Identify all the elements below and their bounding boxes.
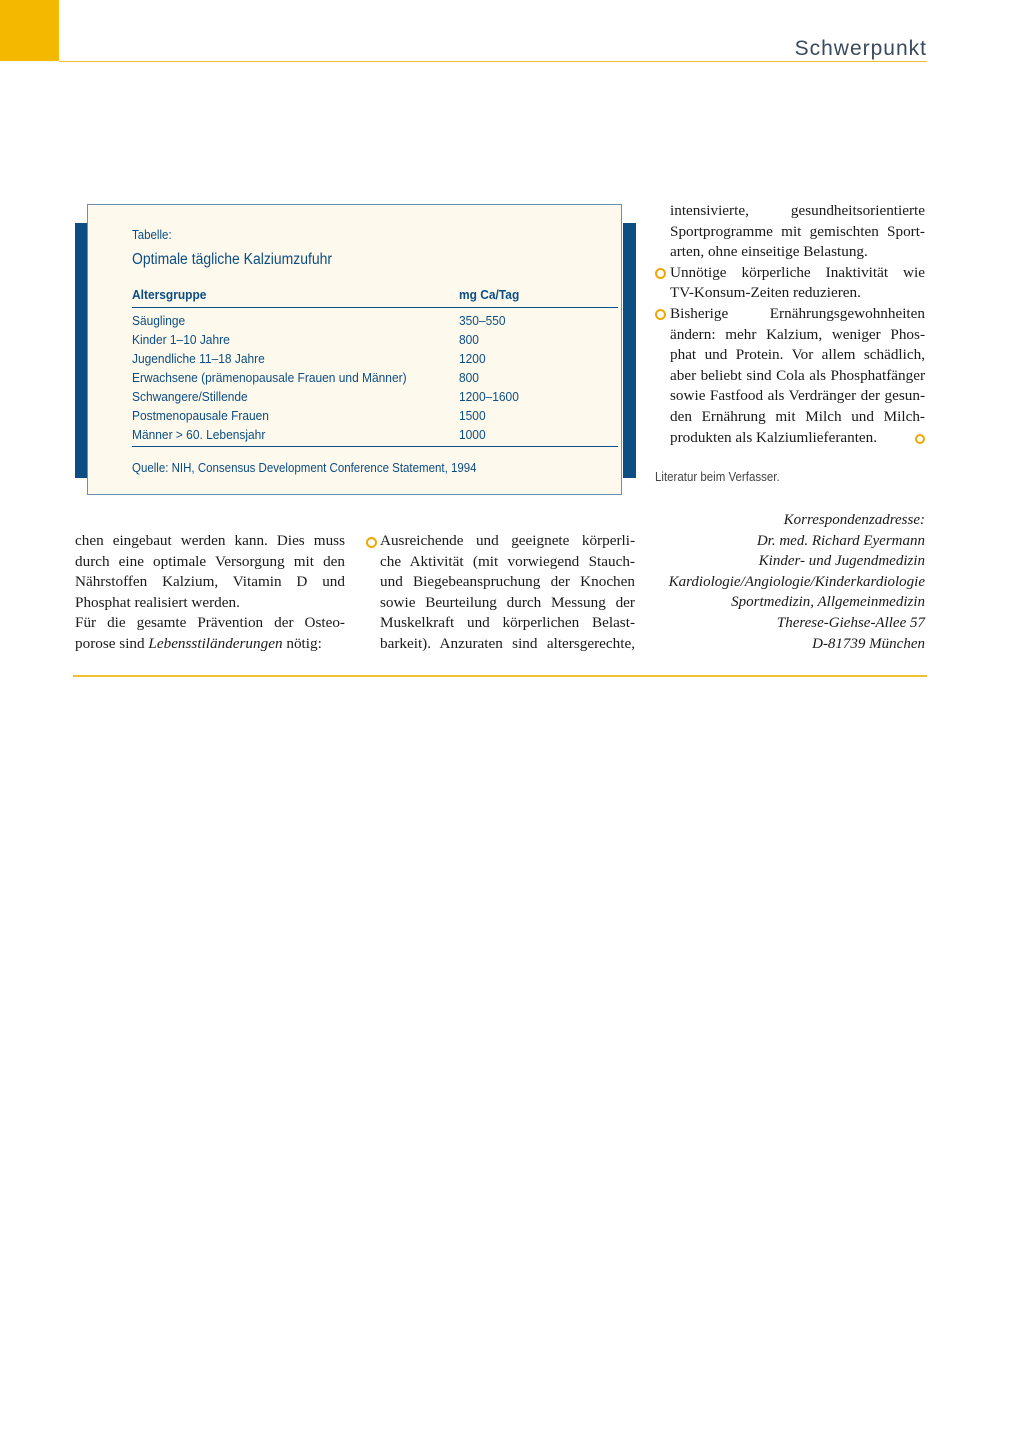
table-footer-rule — [132, 446, 618, 447]
table-label: Tabelle: — [132, 228, 172, 242]
text-line — [670, 428, 925, 449]
address-line: Kardiologie/Angiologie/Kinderkardiologie — [668, 573, 925, 590]
text-line: sowie Beurteilung durch Messung der — [380, 593, 635, 611]
table-row — [132, 389, 618, 408]
text-line: Bisherige Ernährungsgewohnheiten — [670, 304, 925, 322]
text-column-1 — [75, 531, 345, 655]
table-cell: 1000 — [459, 427, 486, 442]
table-cell: 350–550 — [459, 313, 506, 328]
table-source: Quelle: NIH, Consensus Development Conference Statement, 1994 — [132, 461, 477, 475]
table-title: Optimale tägliche Kalziumzufuhr — [132, 251, 333, 268]
text-line: arten, ohne einseitige Belastung. — [670, 243, 868, 261]
table-cell: Schwangere/Stillende — [132, 389, 248, 404]
table-row — [132, 370, 618, 389]
table-cell: Erwachsene (prämenopausale Frauen und Männer) — [132, 370, 407, 385]
table-cell: Jugendliche 11–18 Jahre — [132, 351, 265, 366]
bullet-icon — [655, 268, 666, 279]
table-cell: 800 — [459, 332, 479, 347]
table-cell: 1200 — [459, 351, 486, 366]
text-line: Ausreichende und geeignete körperli- — [380, 532, 635, 549]
table-cell: 1500 — [459, 408, 486, 423]
text-line — [75, 634, 345, 655]
text-line: ändern: mehr Kalzium, weniger Phos- — [670, 325, 925, 343]
section-tab-marker — [0, 0, 59, 61]
table-cell: Postmenopausale Frauen — [132, 408, 269, 423]
text-line: durch eine optimale Versorgung mit den — [75, 552, 345, 570]
table-header-rule — [132, 307, 618, 308]
text-line: Nährstoffen Kalzium, Vitamin D und — [75, 573, 345, 591]
address-line: Sportmedizin, Allgemeinmedizin — [731, 594, 925, 611]
text-column-3 — [670, 201, 925, 448]
table-row — [132, 313, 618, 332]
table-header-cell: Altersgruppe — [132, 287, 207, 302]
text-column-2 — [380, 531, 635, 655]
text-line: sowie Fastfood als Verdränger der gesun- — [670, 387, 925, 405]
text-line: TV-Konsum-Zeiten reduzieren. — [670, 284, 861, 302]
section-title: Schwerpunkt — [794, 37, 927, 60]
emphasis-text: Lebensstiländerungen — [148, 634, 283, 652]
table-cell: 1200–1600 — [459, 389, 519, 404]
table-cell: Männer > 60. Lebensjahr — [132, 427, 266, 442]
address-line: Dr. med. Richard Eyermann — [756, 532, 925, 549]
table-cell: Kinder 1–10 Jahre — [132, 332, 230, 347]
table-cell: 800 — [459, 370, 479, 385]
text-line: barkeit). Anzuraten sind altersgerechte, — [380, 634, 635, 652]
text-line: chen eingebaut werden kann. Dies muss — [75, 532, 345, 549]
footer-rule — [73, 675, 927, 677]
text-line: Muskelkraft und körperlichen Belast- — [380, 614, 635, 632]
address-line: Korrespondenzadresse: — [783, 512, 925, 528]
text-line: und Biegebeanspruchung der Knochen — [380, 573, 635, 591]
text-fragment: nötig: — [282, 634, 322, 652]
text-fragment: produkten als Kalziumlieferanten. — [670, 428, 878, 446]
text-line: Unnötige körperliche Inaktivität wie — [670, 263, 925, 281]
table-cell: Säuglinge — [132, 313, 186, 328]
table-row — [132, 408, 618, 427]
address-line: Kinder- und Jugendmedizin — [758, 553, 925, 570]
text-line: che Aktivität (mit vorwiegend Stauch- — [380, 552, 635, 570]
text-line: Sportprogramme mit gemischten Sport- — [670, 222, 925, 240]
calcium-table — [87, 204, 622, 495]
text-line: aber beliebt sind Cola als Phosphatfänger — [670, 366, 925, 384]
text-line: Für die gesamte Prävention der Osteo- — [75, 614, 345, 632]
table-row — [132, 351, 618, 370]
table-right-bar — [623, 223, 636, 478]
address-line: D-81739 München — [812, 635, 925, 652]
table-row — [132, 332, 618, 351]
address-line: Therese-Giehse-Allee 57 — [776, 614, 925, 631]
table-header-cell: mg Ca/Tag — [459, 287, 520, 302]
correspondence-address — [640, 510, 925, 654]
text-line: Phosphat realisiert werden. — [75, 593, 240, 611]
text-line: den Ernährung mit Milch und Milch- — [670, 407, 925, 425]
text-line: phat und Protein. Vor allem schädlich, — [670, 346, 925, 364]
table-row — [132, 427, 618, 446]
end-of-article-icon — [915, 434, 925, 444]
text-line: intensivierte, gesundheitsorientierte — [670, 202, 925, 219]
text-fragment: porose sind — [75, 634, 149, 652]
bullet-icon — [366, 537, 377, 548]
literature-note: Literatur beim Verfasser. — [655, 470, 780, 484]
bullet-icon — [655, 309, 666, 320]
header-rule — [59, 61, 927, 62]
